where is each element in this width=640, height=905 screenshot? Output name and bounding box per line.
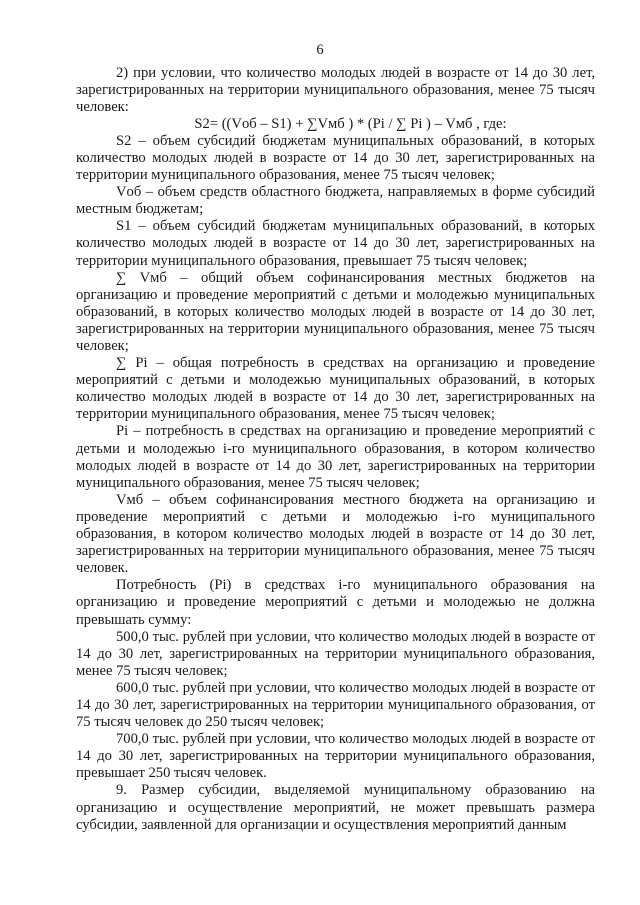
limit-700: 700,0 тыс. рублей при условии, что количество молодых людей в возрасте от 14 до 30 лет, зарегистрированных на территории муниципального образования, превышает 250 тысяч человек. (76, 731, 595, 782)
definition-sum-pi: ∑ Pi – общая потребность в средствах на организацию и проведение мероприятий с детьми и молодежью муниципальных образований, в которых количество молодых людей в возрасте от 14 до 30 лет, зарегистрированных на территории муниципального образования, менее 75 тысяч человек; (76, 355, 595, 423)
limit-600: 600,0 тыс. рублей при условии, что количество молодых людей в возрасте от 14 до 30 лет, зарегистрированных на территории муниципального образования, от 75 тысяч человек до 250 тысяч человек; (76, 679, 595, 731)
paragraph-9: 9. Размер субсидии, выделяемой муниципальному образованию на организацию и осуществление мероприятий, не может превышать размера субсидии, заявленной для организации и осуществления мероприятий данным (76, 782, 595, 833)
definition-pi: Pi – потребность в средствах на организацию и проведение мероприятий с детьми и молодежью i-го муниципального образования, в котором количество молодых людей в возрасте от 14 до 30 лет, зарегистрированных на территории муниципального образования, менее 75 тысяч человек; (76, 423, 595, 491)
definition-s2: S2 – объем субсидий бюджетам муниципальных образований, в которых количество молодых людей в возрасте от 14 до 30 лет, зарегистрированных на территории муниципального образования, менее 75 тысяч человек; (76, 132, 595, 184)
limit-500: 500,0 тыс. рублей при условии, что количество молодых людей в возрасте от 14 до 30 лет, зарегистрированных на территории муниципального образования, менее 75 тысяч человек; (76, 628, 595, 679)
formula-s2: S2= ((Vоб – S1) + ∑Vмб ) * (Pi / ∑ Pi ) – Vмб , где: (194, 115, 507, 132)
page-number: 6 (316, 42, 324, 58)
definition-s1: S1 – объем субсидий бюджетам муниципальных образований, в которых количество молодых людей в возрасте от 14 до 30 лет, зарегистрированных на территории муниципального образования, превышает 75 тысяч человек; (76, 218, 595, 269)
definition-vmb: Vмб – объем софинансирования местного бюджета на организацию и проведение мероприятий с детьми и молодежью i-го муниципального образования, в котором количество молодых людей в возрасте от 14 до 30 лет, зарегистрированных на территории муниципального образования, менее 75 тысяч человек. (76, 491, 595, 577)
definition-sum-vmb: ∑ Vмб – общий объем софинансирования местных бюджетов на организацию и проведение мероприятий с детьми и молодежью муниципальных образований, в которых количество молодых людей в возрасте от 14 до 30 лет, зарегистрированных на территории муниципального образования, менее 75 тысяч человек; (76, 269, 595, 354)
document-body (76, 65, 595, 834)
paragraph-condition-2: 2) при условии, что количество молодых людей в возрасте от 14 до 30 лет, зарегистрированных на территории муниципального образования, менее 75 тысяч человек: (76, 64, 595, 115)
definition-vob: Vоб – объем средств областного бюджета, направляемых в форме субсидий местным бюджетам; (76, 184, 595, 218)
paragraph-pi-limit: Потребность (Pi) в средствах i-го муниципального образования на организацию и проведение мероприятий с детьми и молодежью не должна превышать сумму: (76, 577, 595, 628)
